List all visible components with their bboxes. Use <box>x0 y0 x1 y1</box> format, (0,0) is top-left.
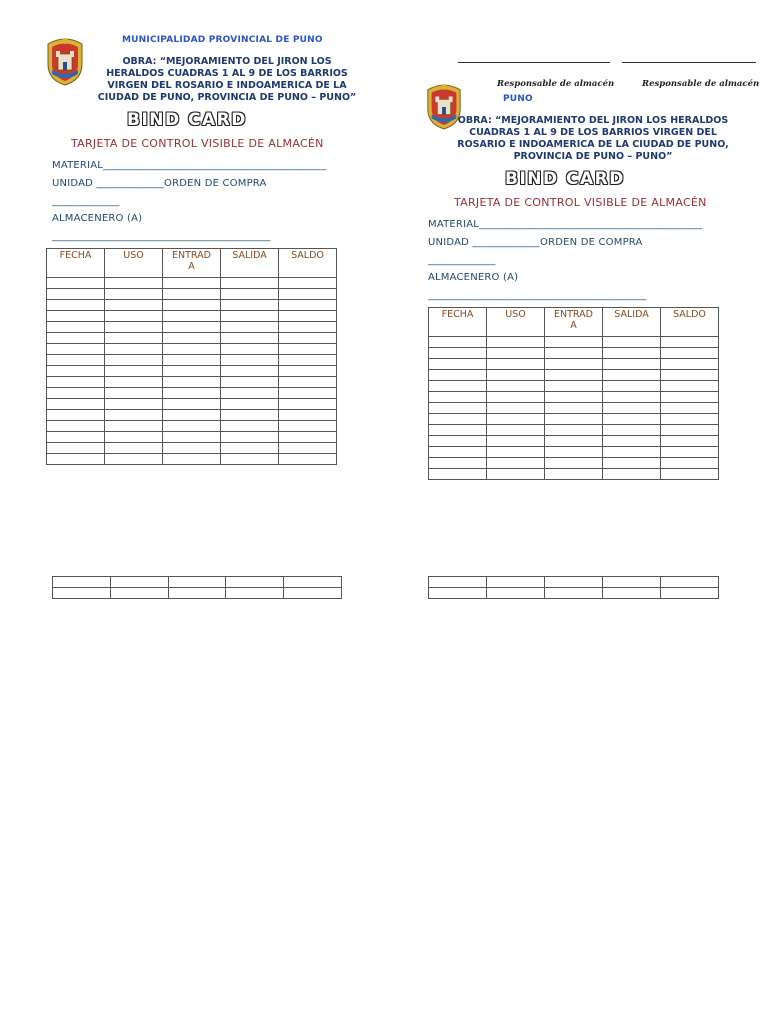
table-cell <box>487 469 545 480</box>
table-cell <box>105 432 163 443</box>
table-cell <box>47 344 105 355</box>
signature-line <box>458 62 610 63</box>
table-cell <box>163 410 221 421</box>
obra-line: CIUDAD DE PUNO, PROVINCIA DE PUNO – PUNO” <box>97 92 357 103</box>
table-cell <box>603 469 661 480</box>
table-cell <box>429 403 487 414</box>
table-row <box>47 366 337 377</box>
table-cell <box>47 421 105 432</box>
almacenero-line: __________________________________________ <box>52 231 271 242</box>
table-cell <box>284 588 342 599</box>
table-cell <box>279 421 337 432</box>
table-cell <box>163 432 221 443</box>
table-cell <box>603 577 661 588</box>
obra-line: OBRA: “MEJORAMIENTO DEL JIRON LOS <box>122 56 332 67</box>
table-row <box>47 333 337 344</box>
column-salida: SALIDA <box>603 308 661 337</box>
table-cell <box>603 337 661 348</box>
table-row <box>47 278 337 289</box>
table-cell <box>163 377 221 388</box>
signature-line <box>622 62 756 63</box>
table-row <box>47 399 337 410</box>
table-cell <box>221 355 279 366</box>
table-cell <box>603 436 661 447</box>
table-row <box>429 425 719 436</box>
table-cell <box>47 432 105 443</box>
material-field: MATERIAL___________________________________________ <box>428 219 703 230</box>
table-cell <box>221 443 279 454</box>
table-cell <box>429 381 487 392</box>
table-cell <box>429 414 487 425</box>
column-uso: USO <box>487 308 545 337</box>
table-cell <box>47 278 105 289</box>
table-header-row <box>429 308 719 337</box>
column-fecha: FECHA <box>429 308 487 337</box>
table-cell <box>221 410 279 421</box>
table-cell <box>53 577 111 588</box>
table-row <box>53 577 342 588</box>
table-cell <box>105 311 163 322</box>
table-cell <box>47 355 105 366</box>
table-cell <box>105 454 163 465</box>
table-cell <box>163 388 221 399</box>
table-cell <box>429 436 487 447</box>
table-cell <box>279 366 337 377</box>
table-cell <box>661 370 719 381</box>
table-cell <box>603 348 661 359</box>
table-cell <box>279 300 337 311</box>
table-cell <box>545 414 603 425</box>
table-cell <box>226 577 284 588</box>
table-cell <box>110 577 168 588</box>
table-row <box>429 414 719 425</box>
table-cell <box>47 311 105 322</box>
table-cell <box>105 410 163 421</box>
table-cell <box>105 366 163 377</box>
table-cell <box>603 392 661 403</box>
table-row <box>429 588 719 599</box>
table-cell <box>661 588 719 599</box>
table-cell <box>429 392 487 403</box>
unidad-orden-field: UNIDAD _____________ORDEN DE COMPRA <box>428 237 643 248</box>
table-row <box>47 432 337 443</box>
puno-coat-of-arms-icon <box>44 36 86 86</box>
table-cell <box>163 366 221 377</box>
table-cell <box>661 392 719 403</box>
table-cell <box>168 577 226 588</box>
table-cell <box>105 289 163 300</box>
obra-line: OBRA: “MEJORAMIENTO DEL JIRON LOS HERALDOS <box>457 115 729 126</box>
table-cell <box>105 399 163 410</box>
table-cell <box>661 403 719 414</box>
table-row <box>429 381 719 392</box>
table-cell <box>47 388 105 399</box>
table-cell <box>221 377 279 388</box>
table-cell <box>279 399 337 410</box>
table-cell <box>603 414 661 425</box>
table-cell <box>545 370 603 381</box>
table-cell <box>661 436 719 447</box>
table-cell <box>487 577 545 588</box>
table-cell <box>47 377 105 388</box>
table-cell <box>105 344 163 355</box>
table-cell <box>163 421 221 432</box>
table-cell <box>603 588 661 599</box>
table-row <box>47 421 337 432</box>
table-cell <box>487 436 545 447</box>
table-cell <box>279 344 337 355</box>
table-cell <box>105 300 163 311</box>
table-header-row <box>47 249 337 278</box>
table-cell <box>487 447 545 458</box>
table-cell <box>221 300 279 311</box>
table-cell <box>487 337 545 348</box>
obra-line: VIRGEN DEL ROSARIO E INDOAMERICA DE LA <box>107 80 347 91</box>
table-cell <box>221 432 279 443</box>
almacenero-label: ALMACENERO (A) <box>52 213 143 224</box>
table-cell <box>105 443 163 454</box>
table-cell <box>603 447 661 458</box>
table-cell <box>163 333 221 344</box>
unidad-orden-field: UNIDAD _____________ORDEN DE COMPRA <box>52 178 267 189</box>
table-row <box>47 355 337 366</box>
table-row <box>429 359 719 370</box>
table-cell <box>545 458 603 469</box>
table-cell <box>545 337 603 348</box>
table-cell <box>221 289 279 300</box>
table-cell <box>429 359 487 370</box>
table-cell <box>429 337 487 348</box>
table-cell <box>279 432 337 443</box>
table-cell <box>47 366 105 377</box>
table-row <box>47 377 337 388</box>
table-cell <box>603 425 661 436</box>
table-cell <box>163 289 221 300</box>
table-row <box>429 458 719 469</box>
almacenero-line: __________________________________________ <box>428 290 647 301</box>
table-cell <box>545 359 603 370</box>
table-cell <box>545 348 603 359</box>
table-row <box>47 443 337 454</box>
table-cell <box>429 425 487 436</box>
table-cell <box>429 447 487 458</box>
table-cell <box>545 447 603 458</box>
table-cell <box>279 289 337 300</box>
table-row <box>47 344 337 355</box>
table-cell <box>279 454 337 465</box>
table-cell <box>661 447 719 458</box>
orden-line: _____________ <box>428 255 496 266</box>
table-cell <box>279 278 337 289</box>
column-entrada: ENTRAD A <box>545 308 603 337</box>
table-row <box>429 577 719 588</box>
table-cell <box>429 458 487 469</box>
table-row <box>429 337 719 348</box>
table-cell <box>47 399 105 410</box>
table-row <box>47 454 337 465</box>
table-cell <box>279 322 337 333</box>
table-cell <box>105 322 163 333</box>
table-cell <box>661 469 719 480</box>
table-cell <box>661 458 719 469</box>
table-cell <box>603 370 661 381</box>
table-cell <box>661 577 719 588</box>
table-cell <box>487 425 545 436</box>
table-cell <box>545 425 603 436</box>
table-cell <box>284 577 342 588</box>
table-cell <box>221 454 279 465</box>
table-cell <box>487 458 545 469</box>
table-cell <box>487 370 545 381</box>
table-cell <box>226 588 284 599</box>
table-cell <box>429 577 487 588</box>
table-cell <box>603 359 661 370</box>
table-cell <box>221 366 279 377</box>
obra-line: CUADRAS 1 AL 9 DE LOS BARRIOS VIRGEN DEL <box>469 127 717 138</box>
table-cell <box>163 300 221 311</box>
table-cell <box>168 588 226 599</box>
table-cell <box>279 410 337 421</box>
orden-line: _____________ <box>52 196 120 207</box>
table-cell <box>47 289 105 300</box>
table-cell <box>221 399 279 410</box>
table-cell <box>105 377 163 388</box>
column-uso: USO <box>105 249 163 278</box>
card-subtitle: TARJETA DE CONTROL VISIBLE DE ALMACÉN <box>71 137 324 150</box>
table-cell <box>279 377 337 388</box>
table-row <box>429 392 719 403</box>
table-cell <box>545 588 603 599</box>
table-cell <box>279 355 337 366</box>
table-row <box>429 403 719 414</box>
table-cell <box>661 425 719 436</box>
table-row <box>429 436 719 447</box>
table-cell <box>221 278 279 289</box>
table-cell <box>279 333 337 344</box>
table-cell <box>47 300 105 311</box>
table-cell <box>603 458 661 469</box>
column-saldo: SALDO <box>279 249 337 278</box>
table-cell <box>221 322 279 333</box>
table-cell <box>545 381 603 392</box>
table-cell <box>603 381 661 392</box>
column-saldo: SALDO <box>661 308 719 337</box>
bind-card-table <box>428 307 719 480</box>
table-cell <box>487 414 545 425</box>
table-row <box>429 348 719 359</box>
table-cell <box>429 348 487 359</box>
table-cell <box>279 443 337 454</box>
table-cell <box>110 588 168 599</box>
table-cell <box>163 443 221 454</box>
table-cell <box>487 359 545 370</box>
table-cell <box>545 436 603 447</box>
table-row <box>47 311 337 322</box>
table-cell <box>487 381 545 392</box>
column-salida: SALIDA <box>221 249 279 278</box>
table-row <box>47 410 337 421</box>
table-cell <box>429 588 487 599</box>
table-cell <box>429 469 487 480</box>
table-cell <box>163 311 221 322</box>
column-entrada: ENTRAD A <box>163 249 221 278</box>
responsable-label-2: Responsable de almacén <box>642 79 760 89</box>
table-cell <box>429 370 487 381</box>
almacenero-label: ALMACENERO (A) <box>428 272 519 283</box>
table-cell <box>545 392 603 403</box>
table-cell <box>163 278 221 289</box>
municipality-title: MUNICIPALIDAD PROVINCIAL DE PUNO <box>122 35 323 45</box>
table-cell <box>487 392 545 403</box>
table-row <box>47 388 337 399</box>
bind-card-title: BIND CARD <box>127 110 247 130</box>
table-cell <box>105 421 163 432</box>
table-row <box>429 469 719 480</box>
obra-line: PROVINCIA DE PUNO – PUNO” <box>513 151 673 162</box>
obra-line: HERALDOS CUADRAS 1 AL 9 DE LOS BARRIOS <box>106 68 348 79</box>
table-cell <box>545 577 603 588</box>
bind-card-table <box>46 248 337 465</box>
table-cell <box>105 333 163 344</box>
table-cell <box>487 588 545 599</box>
table-cell <box>163 454 221 465</box>
table-row <box>47 289 337 300</box>
table-cell <box>221 333 279 344</box>
table-cell <box>545 403 603 414</box>
table-cell <box>47 454 105 465</box>
table-cell <box>163 399 221 410</box>
table-cell <box>279 311 337 322</box>
table-cell <box>105 388 163 399</box>
table-cell <box>163 344 221 355</box>
table-cell <box>47 333 105 344</box>
material-field: MATERIAL___________________________________________ <box>52 160 327 171</box>
responsable-label-1: Responsable de almacén <box>497 79 615 89</box>
table-cell <box>279 388 337 399</box>
bind-card-table-continuation <box>52 576 342 599</box>
table-cell <box>221 421 279 432</box>
table-cell <box>221 344 279 355</box>
card-subtitle: TARJETA DE CONTROL VISIBLE DE ALMACÉN <box>454 196 707 209</box>
table-cell <box>221 311 279 322</box>
table-cell <box>545 469 603 480</box>
obra-description <box>446 115 740 163</box>
obra-description <box>92 56 362 104</box>
bind-card-title: BIND CARD <box>505 169 625 189</box>
table-cell <box>105 355 163 366</box>
table-cell <box>221 388 279 399</box>
table-row <box>429 447 719 458</box>
column-fecha: FECHA <box>47 249 105 278</box>
table-cell <box>53 588 111 599</box>
table-cell <box>661 359 719 370</box>
table-cell <box>661 381 719 392</box>
table-row <box>53 588 342 599</box>
table-cell <box>47 410 105 421</box>
table-cell <box>47 443 105 454</box>
table-cell <box>487 403 545 414</box>
table-row <box>47 322 337 333</box>
table-row <box>47 300 337 311</box>
municipality-title: PUNO <box>503 94 533 104</box>
bind-card-table-continuation <box>428 576 719 599</box>
table-row <box>429 370 719 381</box>
table-cell <box>105 278 163 289</box>
obra-line: ROSARIO E INDOAMERICA DE LA CIUDAD DE PUNO, <box>457 139 729 150</box>
table-cell <box>661 337 719 348</box>
table-cell <box>47 322 105 333</box>
table-cell <box>163 355 221 366</box>
table-cell <box>487 348 545 359</box>
table-cell <box>661 348 719 359</box>
table-cell <box>661 414 719 425</box>
table-cell <box>163 322 221 333</box>
table-cell <box>603 403 661 414</box>
